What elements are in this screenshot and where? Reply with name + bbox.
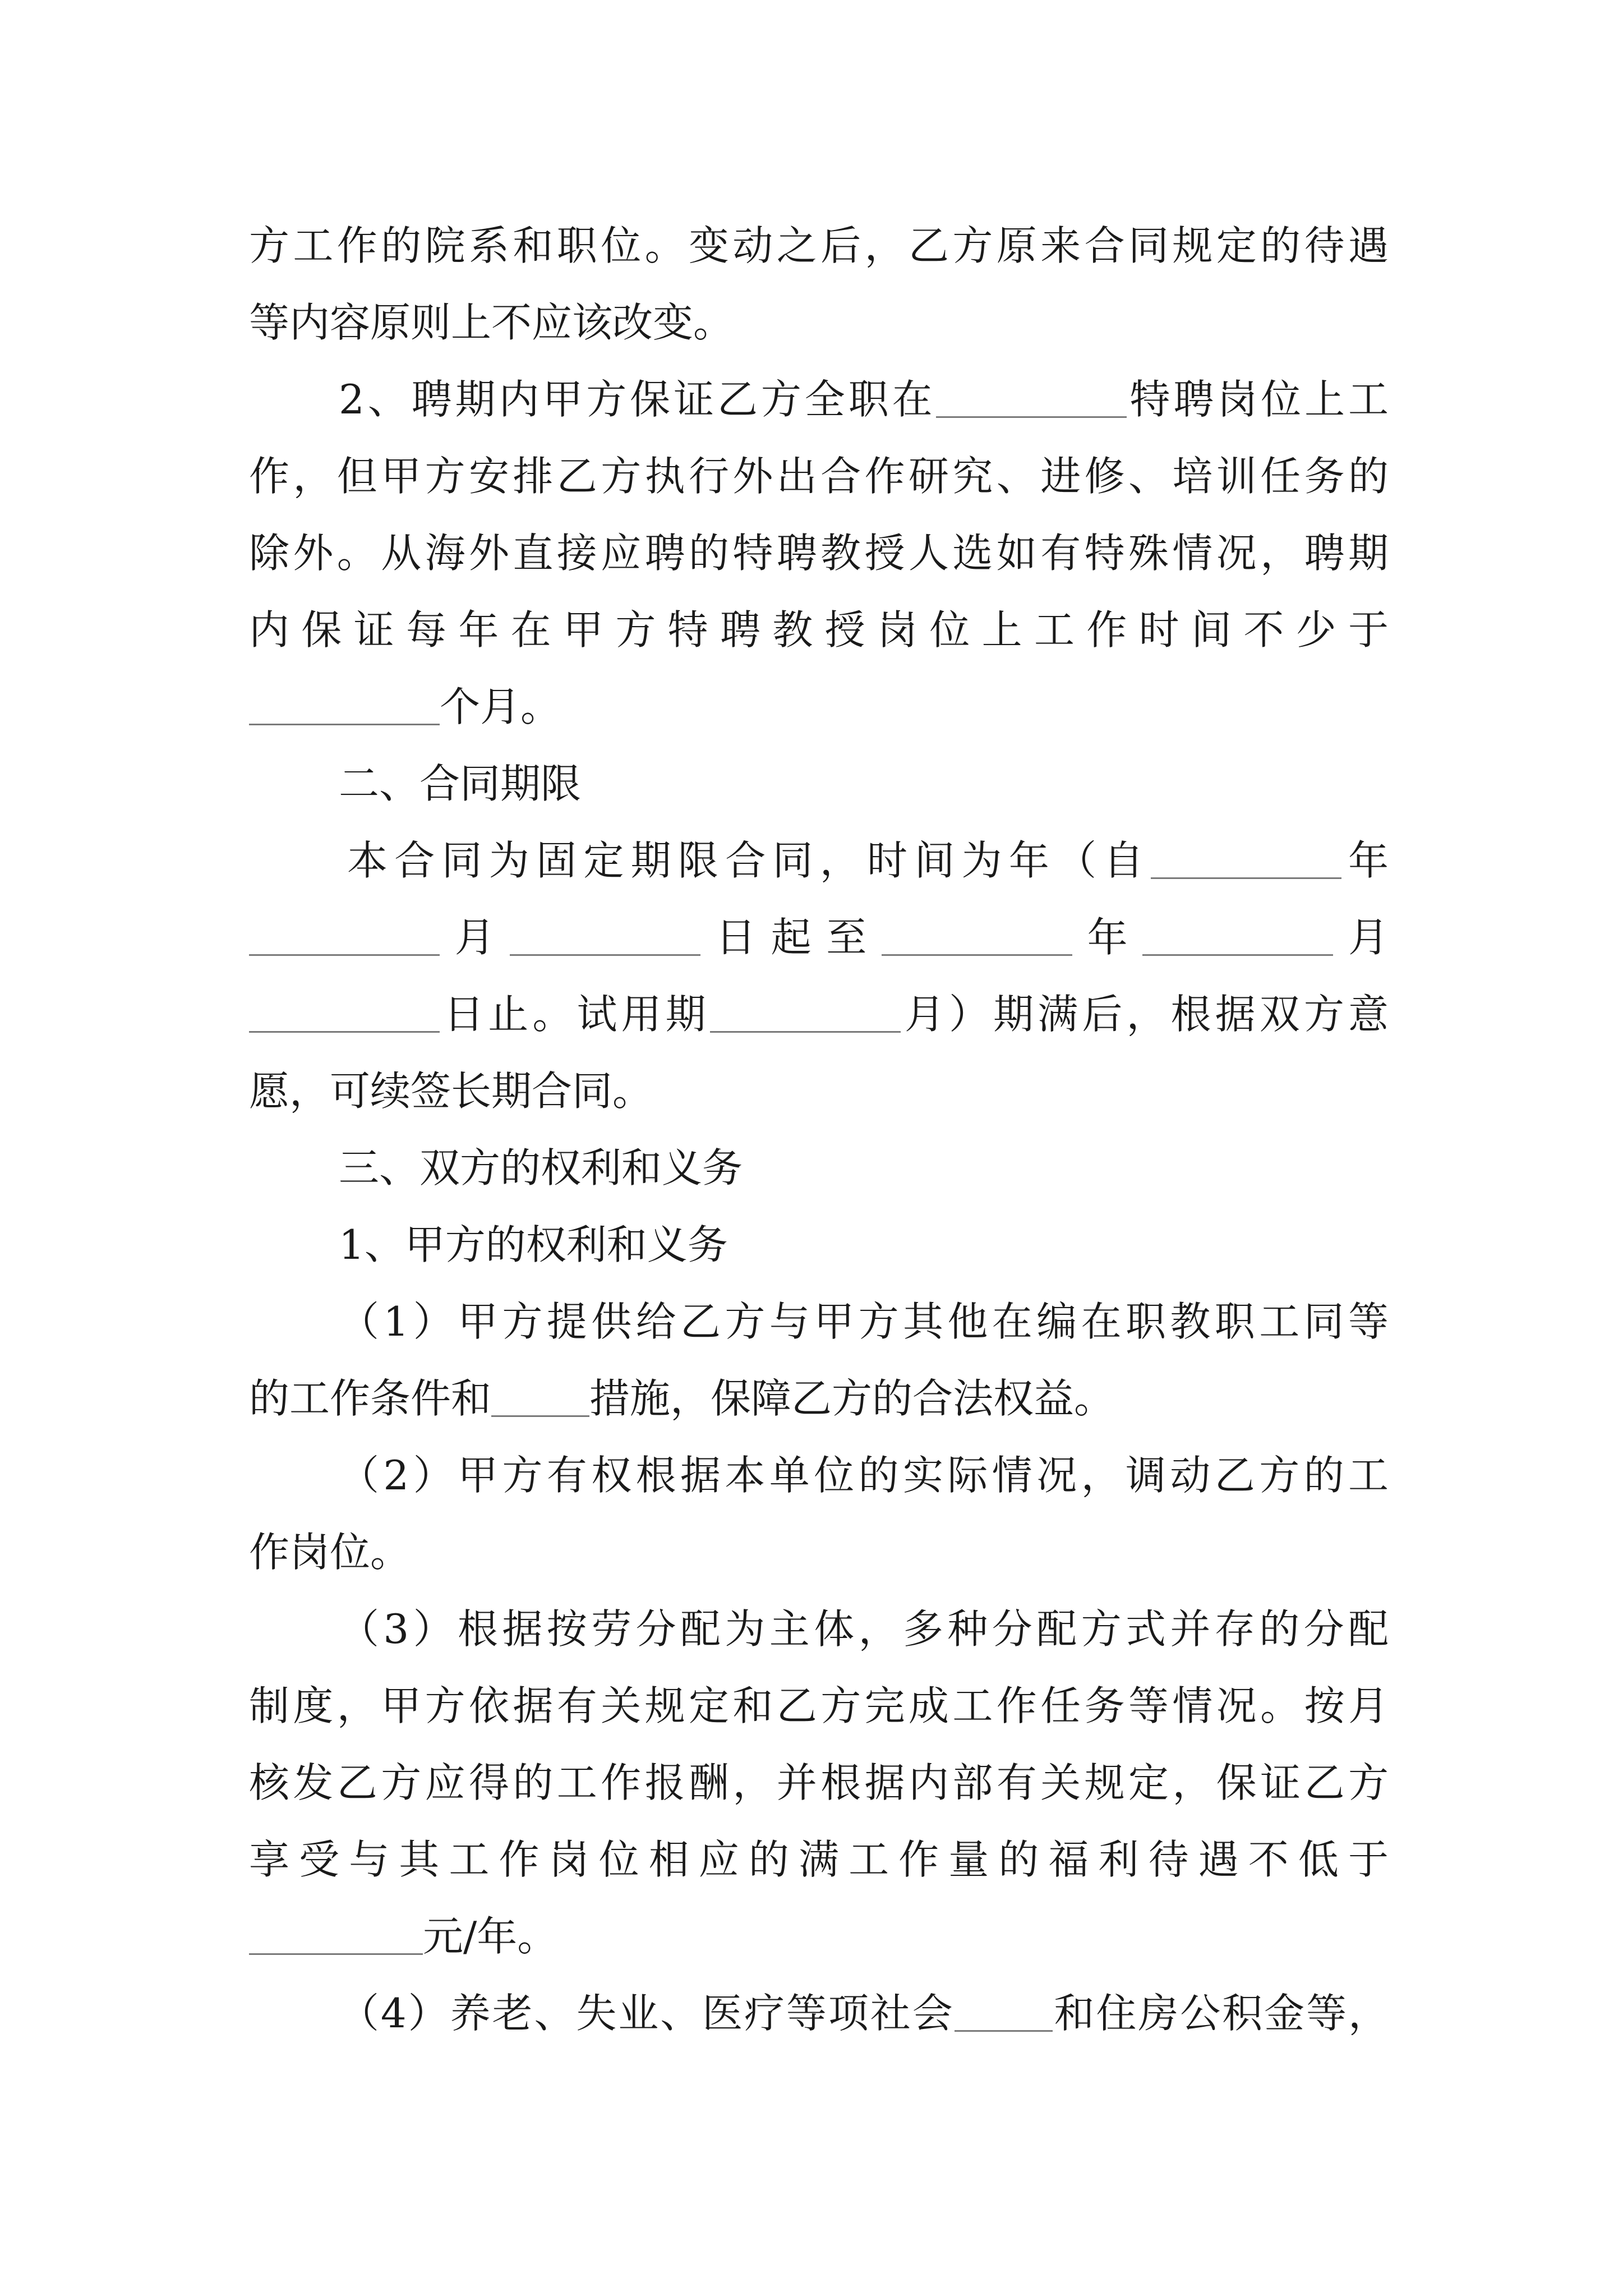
fill-blank[interactable]	[1151, 843, 1341, 879]
fill-blank[interactable]	[249, 996, 440, 1033]
fill-blank[interactable]	[882, 919, 1072, 956]
text-line: 核发乙方应得的工作报酬，并根据内部有关规定，保证乙方	[249, 1759, 1389, 1806]
text-line: 内保证每年在甲方特聘教授岗位上工作时间不少于	[249, 606, 1389, 654]
fill-blank[interactable]	[510, 919, 700, 956]
fill-blank[interactable]	[249, 689, 440, 725]
text-line: 元/年。	[249, 1898, 1389, 1975]
text-line: 本合同为固定期限合同，时间为年（自 年	[347, 837, 1389, 884]
text-line: 愿，可续签长期合同。	[249, 1068, 653, 1115]
fill-blank[interactable]	[249, 1918, 423, 1955]
section-heading: 三、双方的权利和义务	[339, 1144, 743, 1191]
text-line: 日止。试用期 月）期满后，根据双方意	[249, 976, 1389, 1053]
text-line: 制度，甲方依据有关规定和乙方完成工作任务等情况。按月	[249, 1682, 1389, 1729]
text-line: 等内容原则上不应该改变。	[249, 299, 734, 346]
fill-blank[interactable]	[249, 919, 440, 956]
fill-blank[interactable]	[955, 1995, 1053, 2032]
text-line: 2、聘期内甲方保证乙方全职在 特聘岗位上工	[339, 376, 1389, 423]
fill-blank[interactable]	[936, 381, 1127, 418]
text-line: 作岗位。	[249, 1529, 411, 1576]
text-line: 除外。从海外直接应聘的特聘教授人选如有特殊情况，聘期	[249, 530, 1389, 577]
fill-blank[interactable]	[710, 996, 901, 1033]
text-line: 方工作的院系和职位。变动之后，乙方原来合同规定的待遇	[249, 222, 1389, 269]
text-line: 作，但甲方安排乙方执行外出合作研究、进修、培训任务的	[249, 453, 1389, 500]
text-line: （3）根据按劳分配为主体，多种分配方式并存的分配	[339, 1605, 1389, 1653]
text-line: 个月。	[249, 669, 1389, 746]
text-line: （2）甲方有权根据本单位的实际情况，调动乙方的工	[339, 1452, 1389, 1499]
text-line: 的工作条件和 措施，保障乙方的合法权益。	[249, 1375, 1115, 1422]
document-body	[249, 208, 1389, 2052]
text-line: （4）养老、失业、医疗等项社会 和住房公积金等，	[339, 1990, 1389, 2037]
section-heading: 二、合同期限	[339, 760, 582, 807]
text-line: 月 日起至 年 月	[249, 899, 1389, 976]
fill-blank[interactable]	[491, 1381, 589, 1417]
text-line: （1）甲方提供给乙方与甲方其他在编在职教职工同等	[339, 1298, 1389, 1345]
subsection-heading: 1、甲方的权利和义务	[339, 1221, 728, 1268]
text-line: 享受与其工作岗位相应的满工作量的福利待遇不低于	[249, 1836, 1389, 1883]
fill-blank[interactable]	[1142, 919, 1333, 956]
